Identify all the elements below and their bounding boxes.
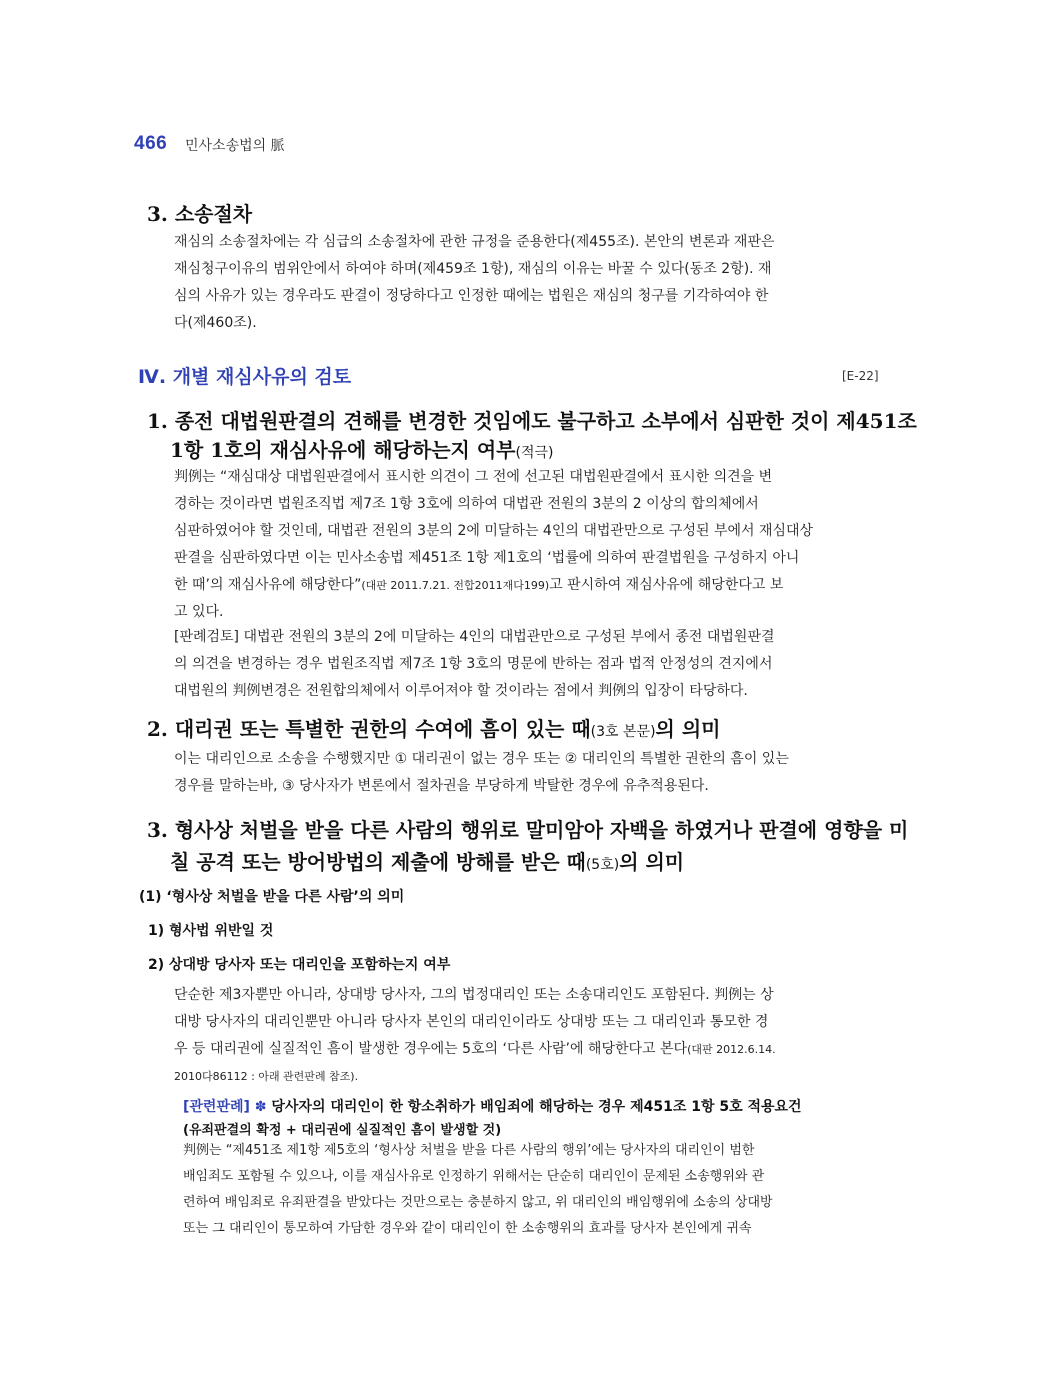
section-procedure-heading: 3. 소송절차 [147,202,253,226]
item1-heading-line2 [170,434,553,463]
body-line: 경하는 것이라면 법원조직법 제7조 1항 3호에 의하여 대법관 전원의 3분의 2 이상의 합의체에서 [174,496,759,512]
body-line: 배임죄도 포함될 수 있으나, 이를 재심사유로 인정하기 위해서는 단순히 대리인이 문제된 소송행위와 관 [183,1169,765,1184]
body-line: 判例는 “재심대상 대법원판결에서 표시한 의견이 그 전에 선고된 대법원판결에서 표시한 의견을 변 [174,469,773,485]
item1-heading-text: 1항 1호의 재심사유에 해당하는지 여부 [170,438,516,462]
item1-body [174,464,813,626]
related-case-subtitle: (유죄판결의 확정 + 대리권에 실질적인 흠이 발생할 것) [183,1123,502,1138]
item1-review [174,624,775,705]
body-line: 판결을 심판하였다면 이는 민사소송법 제451조 1항 제1호의 ‘법률에 의하여 판결법원을 구성하지 아니 [174,550,800,566]
related-case-title [183,1096,802,1116]
item3-heading-line1: 3. 형사상 처벌을 받을 다른 사람의 행위로 말미암아 자백을 하였거나 판결에 영향을 미 [147,818,909,842]
body-line: 심판하였어야 할 것인데, 대법관 전원의 3분의 2에 미달하는 4인의 대법관만으로 구성된 부에서 재심대상 [174,523,814,539]
body-line: 또는 그 대리인이 통모하여 가담한 경우와 같이 대리인이 한 소송행위의 효과를 당사자 본인에게 귀속 [183,1221,752,1236]
item3-heading-line2 [170,846,684,875]
item3-heading-text: 칠 공격 또는 방어방법의 제출에 방해를 받은 때 [170,850,586,874]
body-line: 심의 사유가 있는 경우라도 판결이 정당하다고 인정한 때에는 법원은 재심의 청구를 기각하여야 한 [174,288,769,304]
item3-heading-suffix: 의 의미 [619,850,685,874]
item1-heading-line1: 1. 종전 대법원판결의 견해를 변경한 것임에도 불구하고 소부에서 심판한 것이 제451조 [147,409,917,433]
item2-heading-tag: (3호 본문) [590,724,656,740]
review-line: 대법원의 判例변경은 전원합의체에서 이루어져야 할 것이라는 점에서 判例의 입장이 타당하다. [174,683,748,699]
item3-heading-tag: (5호) [585,857,620,873]
body-line [174,1036,776,1063]
body-line: 련하여 배임죄로 유죄판결을 받았다는 것만으로는 충분하지 않고, 위 대리인의 배임행위에 소송의 상대방 [183,1195,773,1210]
section-code: [E-22] [842,369,879,383]
item2-heading-text: 2. 대리권 또는 특별한 권한의 수여에 흠이 있는 때 [147,717,591,741]
case-citation: (대판 2011.7.21. 전합2011재다199) [361,579,550,592]
section-procedure-body [174,229,775,337]
body-text: 우 등 대리권에 실질적인 흠이 발생한 경우에는 5호의 ‘다른 사람’에 해당한다고 본다 [174,1041,688,1057]
body-line: 경우를 말하는바, ③ 당사자가 변론에서 절차권을 부당하게 박탈한 경우에 유추적용된다. [174,778,709,794]
body-text: 한 때’의 재심사유에 해당한다” [174,577,362,593]
body-line: 재심의 소송절차에는 각 심급의 소송절차에 관한 규정을 준용한다(제455조). 본안의 변론과 재판은 [174,234,775,250]
related-case-tag: [관련판례] ✽ [183,1099,267,1115]
review-line: [판례검토] 대법관 전원의 3분의 2에 미달하는 4인의 대법관만으로 구성된 부에서 종전 대법원판결 [174,629,775,645]
body-line [174,572,813,599]
item3-subheading-1-1: 1) 형사법 위반일 것 [148,923,274,939]
item3-subheading-1: (1) ‘형사상 처벌을 받을 다른 사람’의 의미 [139,889,405,905]
item2-heading-suffix: 의 의미 [655,717,721,741]
body-line: 다(제460조). [174,315,257,331]
body-line: 고 있다. [174,604,224,620]
body-line: 判例는 “제451조 제1항 제5호의 ‘형사상 처벌을 받을 다른 사람의 행위’에는 당사자의 대리인이 범한 [183,1143,755,1158]
body-line: 대방 당사자의 대리인뿐만 아니라 당사자 본인의 대리인이라도 상대방 또는 그 대리인과 통모한 경 [174,1014,769,1030]
running-header-title: 민사소송법의 脈 [185,138,285,154]
item2-body [174,746,789,800]
body-text: 고 판시하여 재심사유에 해당한다고 보 [549,577,784,593]
page-number: 466 [134,133,168,154]
body-line: 재심청구이유의 범위안에서 하여야 하며(제459조 1항), 재심의 이유는 바꿀 수 있다(동조 2항). 재 [174,261,772,277]
body-line: 이는 대리인으로 소송을 수행했지만 ① 대리권이 없는 경우 또는 ② 대리인의 특별한 권한의 흠이 있는 [174,751,789,767]
section-iv-title: Ⅳ. 개별 재심사유의 검토 [138,366,352,388]
item3-body [174,982,776,1090]
review-line: 의 의견을 변경하는 경우 법원조직법 제7조 1항 3호의 명문에 반하는 점과 법적 안정성의 견지에서 [174,656,773,672]
item2-heading [147,713,720,742]
body-line: 단순한 제3자뿐만 아니라, 상대방 당사자, 그의 법정대리인 또는 소송대리인도 포함된다. 判例는 상 [174,987,774,1003]
related-case-body [183,1138,773,1242]
item1-heading-tag: (적극) [515,445,554,461]
item3-subheading-1-2: 2) 상대방 당사자 또는 대리인을 포함하는지 여부 [148,957,451,973]
case-citation: 2010다86112 : 아래 관련판례 참조). [174,1070,359,1083]
case-citation: (대판 2012.6.14. [687,1043,776,1056]
related-case-title-text: 당사자의 대리인이 한 항소취하가 배임죄에 해당하는 경우 제451조 1항 5호 적용요건 [266,1099,802,1115]
